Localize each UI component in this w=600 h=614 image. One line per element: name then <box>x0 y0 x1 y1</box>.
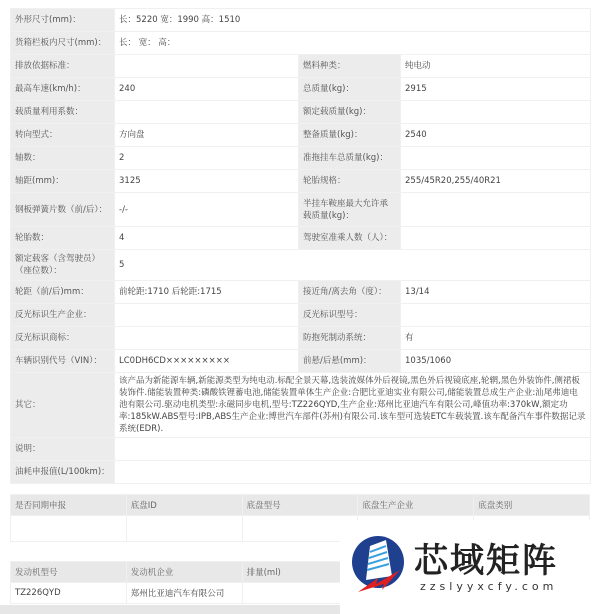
spec-value: 255/45R20,255/40R21 <box>401 170 591 193</box>
spec-row <box>11 250 591 281</box>
spec-row <box>11 304 591 327</box>
spec-value: 该产品为新能源车辆,新能源类型为纯电动.标配全景天幕,选装流媒体外后视镜,黑色外后视镜底座,轮辋,黑色外装饰件,侧裙板装饰件.储能装置种类:磷酸铁锂蓄电池,储能装置单体生产企业:合肥比亚迪实业有限公司,储能装置总成生产企业:汕尾弗迪电池有限公司.驱动电机类型:永磁同步电机,型号:TZ226QYD,生产企业:郑州比亚迪汽车有限公司,峰值功率:370kW,额定功率:185kW.ABS型号:IPB,ABS生产企业:博世汽车部件(苏州)有限公司.该车型可选装ETC车载装置.该车配备汽车事件数据记录系统(EDR). <box>115 373 591 438</box>
spec-label: 驾驶室准乘人数（人）： <box>299 227 401 250</box>
spec-label: 总质量(kg)： <box>299 78 401 101</box>
spec-value <box>401 147 591 170</box>
spec-label: 反光标识生产企业： <box>11 304 115 327</box>
spec-label: 车辆识别代号（VIN）： <box>11 350 115 373</box>
watermark-url: zzslyyxcfy.com <box>420 579 558 593</box>
spec-value: 2915 <box>401 78 591 101</box>
spec-label: 反光标识商标： <box>11 327 115 350</box>
spec-label: 轮胎数： <box>11 227 115 250</box>
spec-label: 半挂车鞍座最大允许承载质量(kg)： <box>299 193 401 227</box>
spec-label: 转向型式： <box>11 124 115 147</box>
spec-row <box>11 373 591 438</box>
spec-value <box>401 101 591 124</box>
table-cell <box>126 516 242 542</box>
spec-row <box>11 193 591 227</box>
spec-label: 轴距(mm)： <box>11 170 115 193</box>
spec-label: 轮距（前/后)mm： <box>11 281 115 304</box>
spec-label: 额定载客（含驾驶员）（座位数）： <box>11 250 115 281</box>
spec-value: 4 <box>115 227 299 250</box>
spec-value <box>115 304 299 327</box>
spec-label: 额定载质量(kg)： <box>299 101 401 124</box>
spec-label: 防抱死制动系统： <box>299 327 401 350</box>
spec-value: 有 <box>401 327 591 350</box>
column-header: 发动机企业 <box>126 562 242 583</box>
spec-value: 2 <box>115 147 299 170</box>
table-cell: TZ226QYD <box>11 583 127 604</box>
column-header: 排量(ml) <box>242 562 358 583</box>
spec-label: 整备质量(kg)： <box>299 124 401 147</box>
spec-value: 1035/1060 <box>401 350 591 373</box>
spec-row <box>11 101 591 124</box>
spec-label: 其它： <box>11 373 115 438</box>
spec-value <box>115 101 299 124</box>
watermark-title: 芯域矩阵 <box>414 540 558 581</box>
spec-value: 13/14 <box>401 281 591 304</box>
spec-value: -/- <box>115 193 299 227</box>
spec-label: 轴数： <box>11 147 115 170</box>
spec-row <box>11 227 591 250</box>
spec-value <box>401 193 591 227</box>
building-logo-icon <box>348 532 414 602</box>
spec-value: 5 <box>115 250 591 281</box>
spec-row <box>11 461 591 484</box>
spec-label: 外形尺寸(mm)： <box>11 9 115 32</box>
spec-value <box>115 55 299 78</box>
spec-label: 接近角/离去角（度）： <box>299 281 401 304</box>
spec-value <box>115 438 591 461</box>
spec-value: 方向盘 <box>115 124 299 147</box>
spec-label: 轮胎规格： <box>299 170 401 193</box>
spec-value: 纯电动 <box>401 55 591 78</box>
spec-value: 240 <box>115 78 299 101</box>
spec-row <box>11 78 591 101</box>
spec-row <box>11 9 591 32</box>
watermark-logo <box>340 520 600 614</box>
column-header: 是否同期申报 <box>11 495 127 516</box>
column-header: 底盘类别 <box>474 495 590 516</box>
spec-value: 长：5220 宽：1990 高：1510 <box>115 9 591 32</box>
spec-label: 载质量利用系数： <box>11 101 115 124</box>
spec-row <box>11 32 591 55</box>
spec-row <box>11 170 591 193</box>
spec-row <box>11 350 591 373</box>
spec-label: 准拖挂车总质量(kg)： <box>299 147 401 170</box>
table-cell <box>11 516 127 542</box>
spec-value <box>115 327 299 350</box>
spec-row <box>11 55 591 78</box>
spec-row <box>11 281 591 304</box>
spec-label: 最高车速(km/h)： <box>11 78 115 101</box>
spec-value: 长： 宽： 高： <box>115 32 591 55</box>
spec-row <box>11 124 591 147</box>
spec-value: LC0DH6CD××××××××× <box>115 350 299 373</box>
spec-label: 说明： <box>11 438 115 461</box>
spec-row <box>11 147 591 170</box>
column-header: 底盘生产企业 <box>358 495 474 516</box>
spec-value: 前轮距:1710 后轮距:1715 <box>115 281 299 304</box>
column-header: 底盘型号 <box>242 495 358 516</box>
column-header: 发动机型号 <box>11 562 127 583</box>
column-header: 底盘ID <box>126 495 242 516</box>
spec-label: 油耗申报值(L/100km)： <box>11 461 115 484</box>
spec-label: 燃料种类： <box>299 55 401 78</box>
spec-label: 货箱栏板内尺寸(mm)： <box>11 32 115 55</box>
spec-label: 前悬/后悬(mm)： <box>299 350 401 373</box>
spec-label: 反光标识型号： <box>299 304 401 327</box>
spec-value: 3125 <box>115 170 299 193</box>
spec-label: 钢板弹簧片数（前/后）： <box>11 193 115 227</box>
spec-row <box>11 438 591 461</box>
spec-value <box>401 227 591 250</box>
spec-value <box>401 304 591 327</box>
spec-table <box>10 8 591 484</box>
spec-label: 排放依据标准： <box>11 55 115 78</box>
spec-value: 2540 <box>401 124 591 147</box>
table-cell: 郑州比亚迪汽车有限公司 <box>126 583 242 604</box>
spec-row <box>11 327 591 350</box>
spec-value <box>115 461 591 484</box>
